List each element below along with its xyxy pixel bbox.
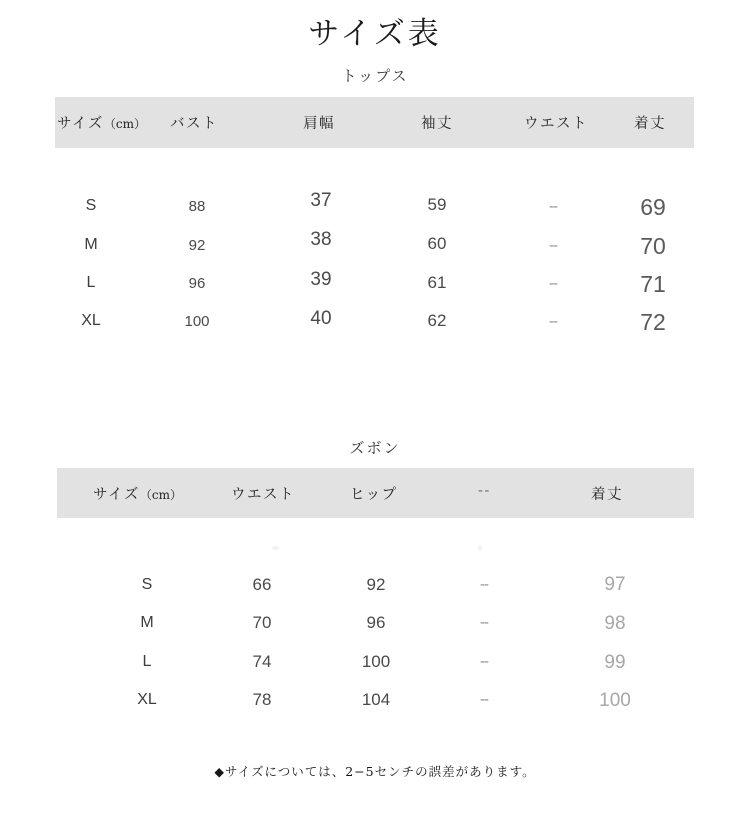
table-row: -- [480,691,488,708]
table-row: 104 [361,690,391,709]
tops-header-size: サイズ（cm） [57,116,146,132]
table-row: -- [549,313,557,330]
table-row: 37 [310,190,332,211]
table-row: 71 [640,271,666,297]
table-row: S [85,197,97,214]
scan-artifact [478,545,482,551]
tops-header-band [55,97,694,148]
table-row: 96 [188,275,206,292]
table-row: 99 [604,652,626,673]
table-row: XL [81,312,101,329]
tops-header-shoulder: 肩幅 [303,116,335,132]
table-row: 69 [640,194,666,220]
pants-header-waist: ウエスト [231,487,295,503]
table-row: L [86,274,96,291]
table-row: 96 [366,613,386,632]
table-row: 39 [310,269,332,290]
table-row: 62 [427,311,447,330]
page-title: サイズ表 [308,16,442,52]
pants-header-blank: -- [478,483,491,499]
table-row: -- [480,653,488,670]
pants-header-length: 着丈 [591,487,623,503]
table-row: 70 [640,233,666,259]
table-row: 61 [427,273,447,292]
table-row: M [140,614,154,631]
table-row: 97 [604,574,626,595]
tops-header-sleeve: 袖丈 [421,116,453,132]
table-row: L [142,653,152,670]
table-row: 38 [310,229,332,250]
table-row: M [84,236,98,253]
table-row: 72 [640,309,666,335]
tops-header-bust: バスト [170,116,218,132]
tops-header-waist: ウエスト [524,116,588,132]
table-row: 92 [366,575,386,594]
pants-header-size: サイズ（cm） [93,487,182,503]
table-row: XL [137,691,157,708]
table-row: 100 [599,690,631,711]
pants-header-hip: ヒップ [350,487,398,503]
table-row: 98 [604,613,626,634]
tops-table-caption: トップス [341,67,409,85]
table-row: 100 [361,652,391,671]
table-row: 74 [252,652,272,671]
table-row: 40 [310,308,332,329]
size-tolerance-footnote: ◆サイズについては、2−5センチの誤差があります。 [214,764,536,779]
table-row: -- [480,614,488,631]
table-row: 59 [427,195,447,214]
table-row: 100 [184,313,210,330]
table-row: 92 [188,237,206,254]
scan-artifact [272,546,279,550]
table-row: -- [549,237,557,254]
table-row: 66 [252,575,272,594]
table-row: -- [480,576,488,593]
table-row: S [141,576,153,593]
table-row: -- [549,275,557,292]
tops-header-length: 着丈 [634,116,666,132]
table-row: 60 [427,234,447,253]
table-row: -- [549,198,557,215]
table-row: 78 [252,690,272,709]
table-row: 88 [188,198,206,215]
table-row: 70 [252,613,272,632]
pants-table-caption: ズボン [349,439,401,457]
